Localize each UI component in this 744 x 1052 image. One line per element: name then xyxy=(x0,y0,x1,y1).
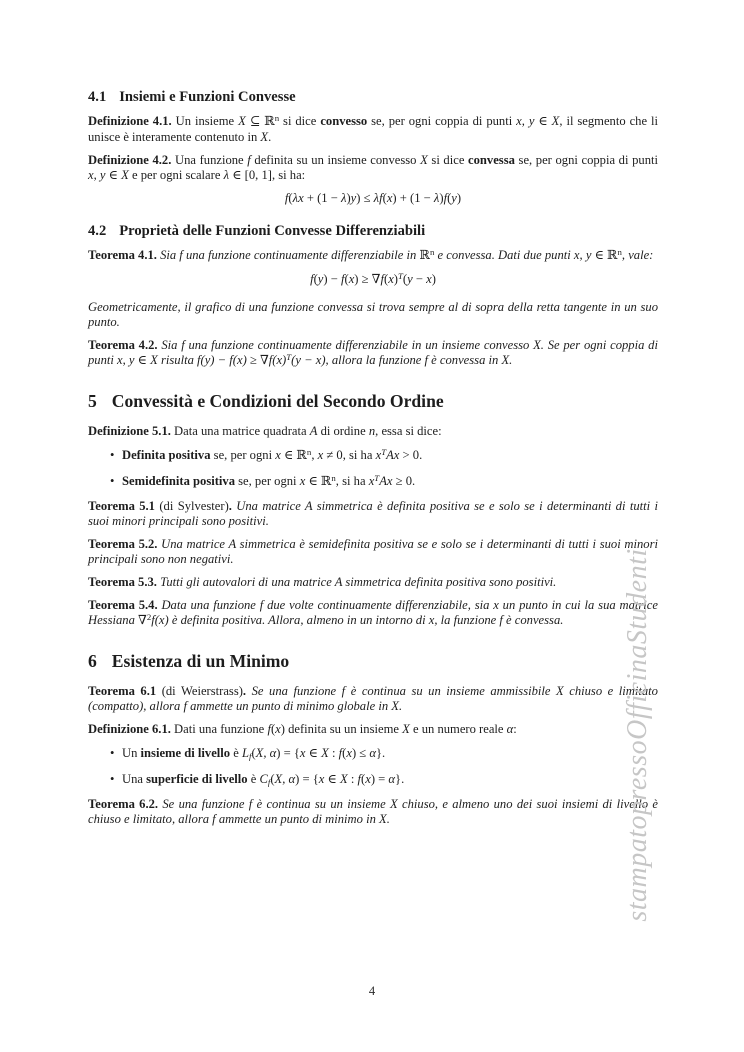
bullet-icon xyxy=(110,746,122,762)
definition-4-2-paragraph: Definizione 4.2. Una funzione f definita su un insieme convesso X si dice convessa se, per ogni coppia di punti x, y ∈ X e per ogni scalare λ ∈ [0, 1], si ha: xyxy=(88,153,658,182)
section-6-heading xyxy=(88,651,658,671)
matrix-definiteness-list xyxy=(88,448,658,490)
level-set-list xyxy=(88,746,658,788)
subsection-4-2-title: Proprietà delle Funzioni Convesse Differenziabili xyxy=(119,223,426,239)
theorem-4-2-paragraph: Teorema 4.2. Sia f una funzione continuamente differenziabile in un insieme convesso X. Se per ogni coppia di punti x, y ∈ X risulta $f(y) - f(x) \ge \nabla f(x)^T(y - x)$, allora la funzione f è convessa in X. xyxy=(88,338,658,367)
definition-6-1-paragraph: Definizione 6.1. Dati una funzione f(x) definita su un insieme X e un numero reale α: xyxy=(88,722,517,736)
print-shop-watermark: stampatopressoOfficinaStudenti xyxy=(622,548,653,922)
subsection-4-1-heading xyxy=(88,89,658,106)
subsection-4-1-number: 4.1 xyxy=(88,89,107,105)
page-content xyxy=(88,89,658,835)
theorem-5-4-paragraph: Teorema 5.4. Data una funzione f due volte continuamente differenziabile, sia x un punto in cui la sua matrice Hessiana ∇$^2$f(x) è definita positiva. Allora, almeno in un intorno di x, la funzione f è convessa. xyxy=(88,598,658,627)
page-number: 4 xyxy=(368,984,376,998)
section-6-number: 6 xyxy=(88,651,97,671)
definition-5-1-paragraph: Definizione 5.1. Data una matrice quadrata A di ordine n, essa si dice: xyxy=(88,424,442,438)
geometric-note-paragraph: Geometricamente, il grafico di una funzione convessa si trova sempre al di sopra della retta tangente in un suo punto. xyxy=(88,300,658,329)
gradient-inequality-formula: $f(y) - f(x) \ge \nabla f(x)^T(y - x)$ xyxy=(310,271,436,286)
bullet-icon xyxy=(110,474,122,490)
theorem-6-1-paragraph: Teorema 6.1 (di Weierstrass). Se una funzione f è continua su un insieme ammissibile X chiuso e limitato (compatto), allora f ammette un punto di minimo globale in X. xyxy=(88,684,658,713)
section-6-title: Esistenza di un Minimo xyxy=(111,651,290,671)
theorem-4-1-paragraph: Teorema 4.1. Sia f una funzione continuamente differenziabile in ℝ$^n$ e convessa. Dati due punti x, y ∈ ℝ$^n$, vale: xyxy=(88,247,654,262)
list-item-text: Definita positiva se, per ogni x ∈ ℝ$^n$, x ≠ 0, si ha $x^TAx > 0$. xyxy=(122,447,423,462)
section-5-heading xyxy=(88,391,658,411)
list-item-insieme-di-livello xyxy=(88,746,658,762)
bullet-icon xyxy=(110,772,122,788)
list-item-superficie-di-livello xyxy=(88,772,658,788)
subsection-4-2-number: 4.2 xyxy=(88,223,107,239)
list-item-definita-positiva xyxy=(88,448,658,464)
theorem-5-3-paragraph: Teorema 5.3. Tutti gli autovalori di una matrice A simmetrica definita positiva sono positivi. xyxy=(88,575,557,589)
bullet-icon xyxy=(110,448,122,464)
list-item-text: Semidefinita positiva se, per ogni x ∈ ℝ$^n$, si ha $x^TAx \ge 0$. xyxy=(122,473,416,488)
list-item-text: Un insieme di livello è Lf(X, α) = {x ∈ X : f(x) ≤ α}. xyxy=(122,746,386,762)
convexity-inequality-formula: f(λx + (1 − λ)y) ≤ λf(x) + (1 − λ)f(y) xyxy=(284,191,462,205)
theorem-6-2-paragraph: Teorema 6.2. Se una funzione f è continua su un insieme X chiuso, e almeno uno dei suoi insiemi di livello è chiuso e limitato, allora f ammette un punto di minimo in X. xyxy=(88,797,658,826)
subsection-4-2-heading xyxy=(88,223,658,240)
subsection-4-1-title: Insiemi e Funzioni Convesse xyxy=(119,89,296,105)
theorem-5-2-paragraph: Teorema 5.2. Una matrice A simmetrica è semidefinita positiva se e solo se i determinanti di tutti i suoi minori principali sono non negativi. xyxy=(88,537,658,566)
definition-4-1-paragraph: Definizione 4.1. Un insieme X ⊆ ℝ$^n$ si dice convesso se, per ogni coppia di punti x, y ∈ X, il segmento che li unisce è interamente contenuto in X. xyxy=(88,113,659,144)
list-item-text: Una superficie di livello è Cf(X, α) = {x ∈ X : f(x) = α}. xyxy=(122,772,405,788)
section-5-number: 5 xyxy=(88,391,97,411)
section-5-title: Convessità e Condizioni del Secondo Ordine xyxy=(111,391,444,411)
theorem-5-1-paragraph: Teorema 5.1 (di Sylvester). Una matrice A simmetrica è definita positiva se e solo se i determinanti di tutti i suoi minori principali sono positivi. xyxy=(88,499,658,528)
list-item-semidefinita-positiva xyxy=(88,474,658,490)
